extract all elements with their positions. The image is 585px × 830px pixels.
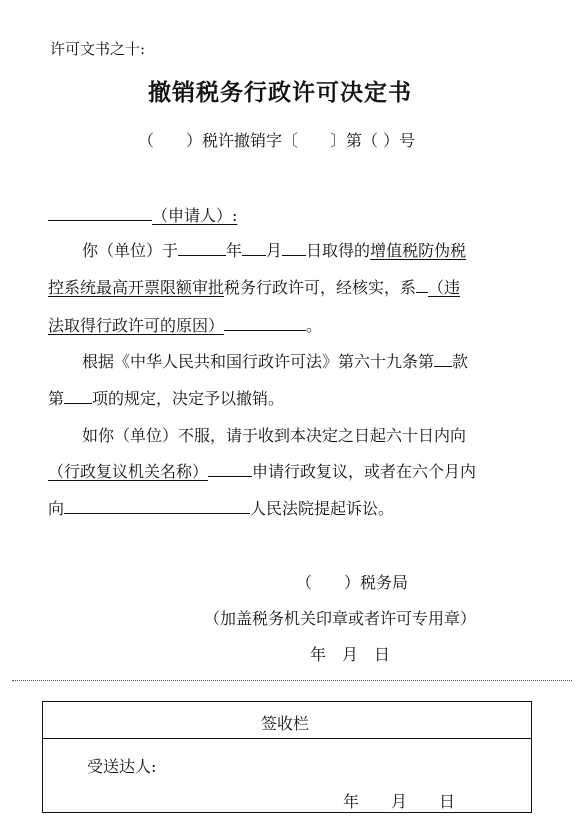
- page-title: 撤销税务行政许可决定书: [148, 80, 412, 106]
- para1-line3: [48, 313, 322, 336]
- month-blank: [242, 241, 266, 256]
- review-body: （行政复议机关名称）: [48, 462, 209, 481]
- para2-line1: [82, 349, 468, 372]
- receipt-divider: [43, 738, 531, 739]
- xiang-blank: [64, 389, 92, 404]
- para3-line1: 如你（单位）不服，请于收到本决定之日起六十日内向: [82, 426, 467, 445]
- seal-note: （加盖税务机关印章或者许可专用章）: [204, 609, 477, 628]
- addressee-blank: [48, 206, 152, 221]
- dotted-separator: [12, 680, 572, 681]
- para2-text-c: 项的规定，决定予以撤销。: [92, 389, 285, 408]
- addressee-suffix: （申请人）:: [152, 206, 238, 225]
- para3-text-c: 向: [48, 499, 65, 518]
- kuan-blank: [434, 352, 452, 367]
- reason-2: 法取得行政许可的原因）: [48, 316, 225, 335]
- receipt-box: [42, 701, 532, 813]
- reason-1: （违: [428, 278, 461, 297]
- doc-label: 许可文书之十:: [50, 40, 146, 58]
- para1-day-suffix: 日取得的: [306, 241, 371, 260]
- sign-date: 年 月 日: [310, 645, 391, 664]
- para1-month: 月: [266, 241, 283, 260]
- receipt-date: 年 月 日: [343, 792, 456, 811]
- bureau-name: （ ）税务局: [296, 573, 409, 592]
- reason-blank-b: [224, 316, 306, 331]
- permit-name-1: 增值税防伪税: [370, 241, 467, 260]
- para1-end: 。: [306, 316, 323, 335]
- year-blank: [178, 241, 226, 256]
- para1-line1: [82, 238, 466, 261]
- para1-text-b: 税务行政许可，经核实，系: [224, 278, 417, 297]
- addressee-line: [48, 203, 237, 226]
- court-blank: [64, 499, 250, 514]
- para3-text-b: 申请行政复议，或者在六个月内: [252, 462, 477, 481]
- reason-blank-a: [416, 278, 428, 293]
- receipt-title: 签收栏: [261, 714, 310, 733]
- para3-text-d: 人民法院提起诉讼。: [250, 499, 395, 518]
- para2-kuan: 款: [452, 352, 469, 371]
- permit-name-2: 控系统最高开票限额审批: [48, 278, 225, 297]
- para3-line2: [48, 459, 476, 482]
- review-blank: [208, 462, 252, 477]
- para1-line2: [48, 275, 460, 298]
- para1-year: 年: [226, 241, 243, 260]
- para1-text-a: 你（单位）于: [82, 241, 179, 260]
- day-blank: [282, 241, 306, 256]
- para3-line3: [48, 496, 394, 519]
- recipient-label: 受送达人:: [87, 757, 157, 776]
- para2-line2: [48, 386, 284, 409]
- doc-number: （ ）税许撤销字〔 〕第（ ）号: [138, 131, 416, 150]
- para2-text-a: 根据《中华人民共和国行政许可法》第六十九条第: [82, 352, 435, 371]
- para2-text-b: 第: [48, 389, 65, 408]
